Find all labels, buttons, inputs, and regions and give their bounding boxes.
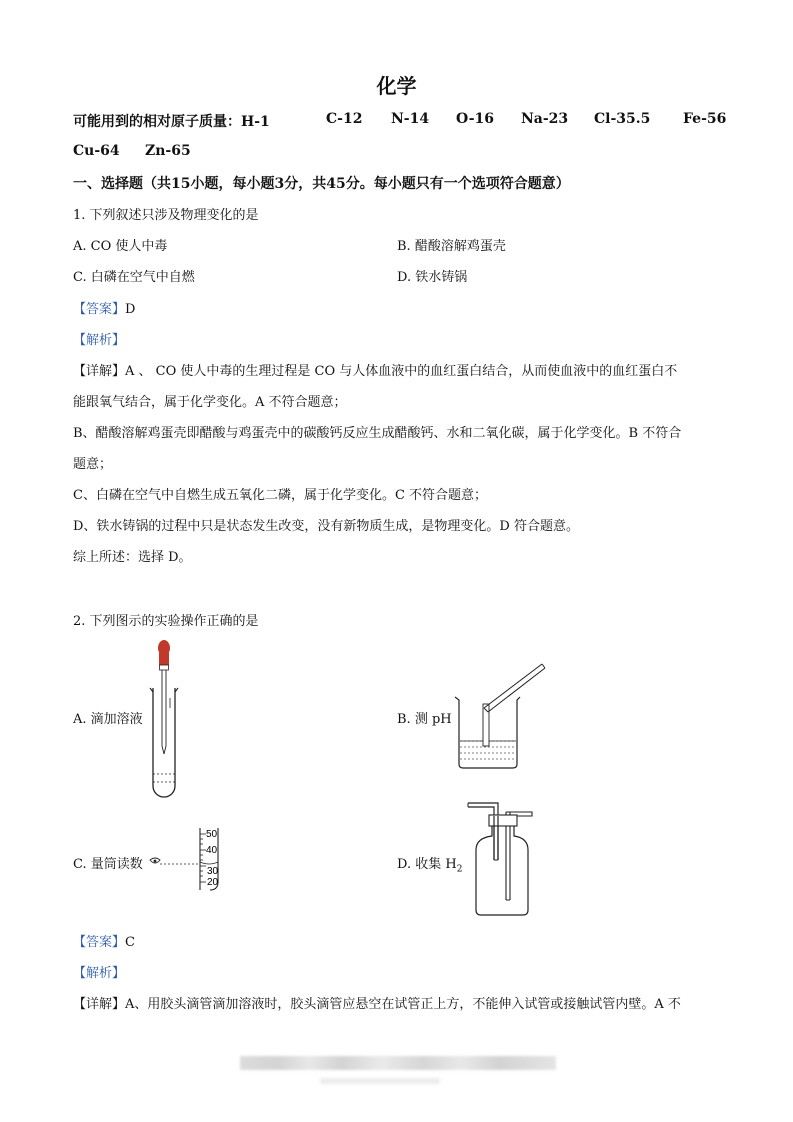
atomic-mass-zn: Zn-65 (145, 143, 191, 159)
atomic-mass-label: 可能用到的相对原子质量：H-1 (73, 114, 270, 130)
cylinder-tick-label: 50 (206, 829, 218, 840)
question-1-option-d: D. 铁水铸锅 (397, 270, 468, 285)
graduated-cylinder-illustration (146, 826, 236, 896)
question-2-option-a: A. 滴加溶液 (73, 712, 143, 727)
question-1-analysis-label: 【解析】 (73, 333, 126, 348)
question-1-detail-line: 综上所述：选择 D。 (73, 550, 192, 565)
atomic-mass-fe: Fe-56 (683, 111, 727, 127)
atomic-mass-o: O-16 (456, 111, 495, 127)
question-2-stem: 2. 下列图示的实验操作正确的是 (73, 614, 259, 629)
atomic-mass-n: N-14 (391, 111, 430, 127)
question-1-option-c: C. 白磷在空气中自燃 (73, 270, 195, 285)
question-1-detail-line: 题意； (73, 457, 113, 472)
atomic-mass-cu: Cu-64 (73, 143, 120, 159)
answer-value: C (125, 935, 135, 950)
question-1-detail-line: D、铁水铸锅的过程中只是状态发生改变，没有新物质生成，是物理变化。D 符合题意。 (73, 519, 579, 534)
cylinder-tick-label: 40 (206, 845, 218, 856)
question-1-stem: 1. 下列叙述只涉及物理变化的是 (73, 208, 259, 223)
cylinder-tick-label: 30 (207, 866, 219, 877)
question-1-detail-line: 能跟氧气结合，属于化学变化。A 不符合题意； (73, 395, 347, 410)
question-2-option-b: B. 测 pH (397, 712, 452, 727)
section-heading: 一、选择题（共15小题，每小题3分，共45分。每小题只有一个选项符合题意） (73, 176, 570, 192)
question-1-detail-line: 【详解】A 、 CO 使人中毒的生理过程是 CO 与人体血液中的血红蛋白结合，从而使血液中的血红蛋白不 (73, 364, 678, 379)
answer-label: 【答案】 (73, 935, 126, 950)
option-d-subscript: 2 (456, 864, 463, 875)
page-title: 化学 (376, 74, 417, 98)
atomic-mass-na: Na-23 (521, 111, 569, 127)
question-1-detail-line: C、白磷在空气中自燃生成五氧化二磷，属于化学变化。C 不符合题意； (73, 488, 488, 503)
dropper-test-tube-illustration (145, 636, 195, 801)
answer-label: 【答案】 (73, 302, 126, 317)
ph-test-beaker-illustration (450, 662, 550, 772)
atomic-mass-c: C-12 (326, 111, 363, 127)
question-2-option-d (397, 853, 462, 875)
cylinder-tick-label: 20 (207, 877, 219, 888)
question-2-option-c: C. 量筒读数 (73, 857, 143, 872)
question-1-option-b: B. 醋酸溶解鸡蛋壳 (397, 239, 506, 254)
option-d-text: D. 收集 H (397, 857, 457, 872)
blurred-footer-watermark (240, 1056, 556, 1070)
answer-value: D (125, 302, 136, 317)
question-1-answer (73, 298, 135, 317)
atomic-mass-cl: Cl-35.5 (594, 111, 651, 127)
blurred-footer-watermark (320, 1078, 440, 1084)
question-2-analysis-label: 【解析】 (73, 966, 126, 981)
question-1-option-a: A. CO 使人中毒 (73, 239, 168, 254)
question-2-detail-line: 【详解】A、用胶头滴管滴加溶液时，胶头滴管应悬空在试管正上方，不能伸入试管或接触试管内壁。A 不 (73, 997, 681, 1012)
question-2-answer (73, 931, 135, 950)
gas-collection-bottle-illustration (460, 800, 540, 920)
question-1-detail-line: B、醋酸溶解鸡蛋壳即醋酸与鸡蛋壳中的碳酸钙反应生成醋酸钙、水和二氧化碳，属于化学变化。B 不符合 (73, 426, 682, 441)
